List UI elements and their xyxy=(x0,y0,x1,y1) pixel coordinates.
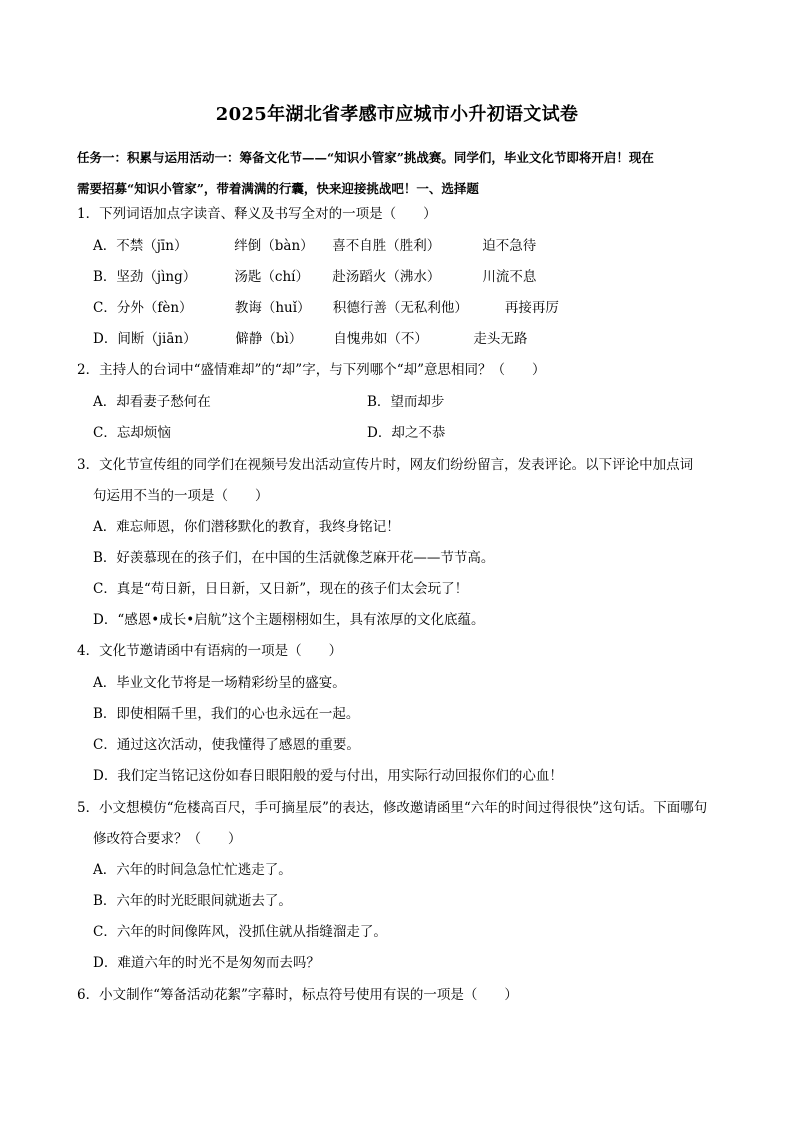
question-3-stem: 3．文化节宣传组的同学们在视频号发出活动宣传片时，网友们纷纷留言，发表评论。以下评论中加点词 xyxy=(77,457,694,473)
question-4-option-c xyxy=(93,735,360,755)
question-2-option-d xyxy=(367,423,445,443)
option-text: 真是“苟日新，日日新，又日新”，现在的孩子们太会玩了！ xyxy=(116,581,469,597)
question-5-stem: 5．小文想模仿“危楼高百尺，手可摘星辰”的表达，修改邀请函里“六年的时间过得很快”这句话。下面哪句 xyxy=(77,800,708,816)
question-4-option-b xyxy=(93,704,359,724)
option-part: 坚劲（jìng） xyxy=(116,269,197,285)
question-5-stem-continued: 修改符合要求？（ ） xyxy=(93,831,242,847)
option-text: 难道六年的时光不是匆匆而去吗？ xyxy=(117,955,320,971)
option-part: 积德行善（无私利他） xyxy=(332,300,468,316)
question-1-option-a xyxy=(93,236,536,256)
option-text: 六年的时间急急忙忙逃走了。 xyxy=(116,862,292,878)
option-label: C． xyxy=(93,581,117,597)
question-2-option-a xyxy=(93,392,211,412)
option-text: 六年的时光眨眼间就逝去了。 xyxy=(116,893,292,909)
option-part: 赴汤蹈火（沸水） xyxy=(332,269,441,285)
option-label: B． xyxy=(93,893,117,909)
task-intro-line-1: 任务一：积累与运用活动一：筹备文化节——“知识小管家”挑战赛。同学们，毕业文化节即将开启！现在 xyxy=(77,150,654,165)
option-text: 通过这次活动，使我懂得了感恩的重要。 xyxy=(116,737,360,753)
question-3-option-b xyxy=(93,548,494,568)
option-label: C． xyxy=(93,737,117,753)
task-intro xyxy=(77,142,737,204)
option-label: D． xyxy=(93,612,118,628)
option-part: 迫不急待 xyxy=(482,238,537,254)
question-3-option-d xyxy=(93,610,485,630)
option-text: 却之不恭 xyxy=(391,425,446,441)
option-text: 即使相隔千里，我们的心也永远在一起。 xyxy=(116,706,360,722)
option-label: A． xyxy=(93,862,117,878)
option-part: 间断（jiān） xyxy=(117,331,197,347)
option-part: 喜不自胜（胜利） xyxy=(332,238,441,254)
option-part: 自愧弗如（不） xyxy=(333,331,428,347)
question-5-option-b xyxy=(93,891,292,911)
option-label: C． xyxy=(93,300,117,316)
question-1-option-b xyxy=(93,267,536,287)
question-4-option-a xyxy=(93,673,346,693)
option-text: 忘却烦恼 xyxy=(116,425,171,441)
option-label: B． xyxy=(93,706,117,722)
option-label: A． xyxy=(93,675,117,691)
question-1-option-c xyxy=(93,298,559,318)
page-title: 2025年湖北省孝感市应城市小升初语文试卷 xyxy=(215,104,579,125)
option-text: “感恩•成长•启航”这个主题栩栩如生，具有浓厚的文化底蕴。 xyxy=(117,612,485,628)
option-label: A． xyxy=(93,238,117,254)
option-label: C． xyxy=(93,425,117,441)
option-label: D． xyxy=(367,425,392,441)
task-intro-line-2: 需要招募“知识小管家”，带着满满的行囊，快来迎接挑战吧！一、选择题 xyxy=(77,181,479,196)
question-5-option-d xyxy=(93,953,320,973)
option-text: 我们定当铭记这份如春日眼阳般的爱与付出，用实际行动回报你们的心血！ xyxy=(117,768,563,784)
option-text: 毕业文化节将是一场精彩纷呈的盛宴。 xyxy=(116,675,346,691)
option-part: 绊倒（bàn） xyxy=(234,238,314,254)
option-part: 走头无路 xyxy=(473,331,528,347)
question-5-option-a xyxy=(93,860,292,880)
option-label: A． xyxy=(93,519,117,535)
question-1-option-d xyxy=(93,329,527,349)
question-4-stem: 4．文化节邀请函中有语病的一项是（ ） xyxy=(77,643,343,659)
option-label: D． xyxy=(93,768,118,784)
option-part: 分外（fèn） xyxy=(116,300,193,316)
question-3-stem-continued: 句运用不当的一项是（ ） xyxy=(93,488,269,504)
question-2-stem: 2．主持人的台词中“盛情难却”的“却”字，与下列哪个“却”意思相同？（ ） xyxy=(77,362,546,378)
option-part: 川流不息 xyxy=(482,269,537,285)
option-label: A． xyxy=(93,394,117,410)
question-2-option-b xyxy=(367,392,444,412)
option-label: D． xyxy=(93,955,118,971)
option-part: 再接再厉 xyxy=(504,300,559,316)
option-text: 好羡慕现在的孩子们，在中国的生活就像芝麻开花——节节高。 xyxy=(116,550,495,566)
question-5-option-c xyxy=(93,922,387,942)
option-part: 僻静（bì） xyxy=(235,331,303,347)
option-label: B． xyxy=(93,550,117,566)
option-label: B． xyxy=(367,394,391,410)
option-part: 不禁（jīn） xyxy=(116,238,188,254)
option-text: 却看妻子愁何在 xyxy=(116,394,211,410)
question-4-option-d xyxy=(93,766,563,786)
option-text: 难忘师恩，你们潜移默化的教育，我终身铭记！ xyxy=(116,519,400,535)
question-3-option-c xyxy=(93,579,468,599)
option-label: C． xyxy=(93,924,117,940)
option-part: 教诲（huǐ） xyxy=(234,300,311,316)
option-part: 汤匙（chí） xyxy=(234,269,309,285)
option-label: D． xyxy=(93,331,118,347)
question-3-option-a xyxy=(93,517,400,537)
option-text: 望而却步 xyxy=(390,394,445,410)
question-2-option-c xyxy=(93,423,171,443)
option-text: 六年的时间像阵风，没抓住就从指缝溜走了。 xyxy=(116,924,387,940)
option-label: B． xyxy=(93,269,117,285)
question-1-stem: 1．下列词语加点字读音、释义及书写全对的一项是（ ） xyxy=(77,206,437,222)
question-6-stem: 6．小文制作“筹备活动花絮”字幕时，标点符号使用有误的一项是（ ） xyxy=(77,987,518,1003)
